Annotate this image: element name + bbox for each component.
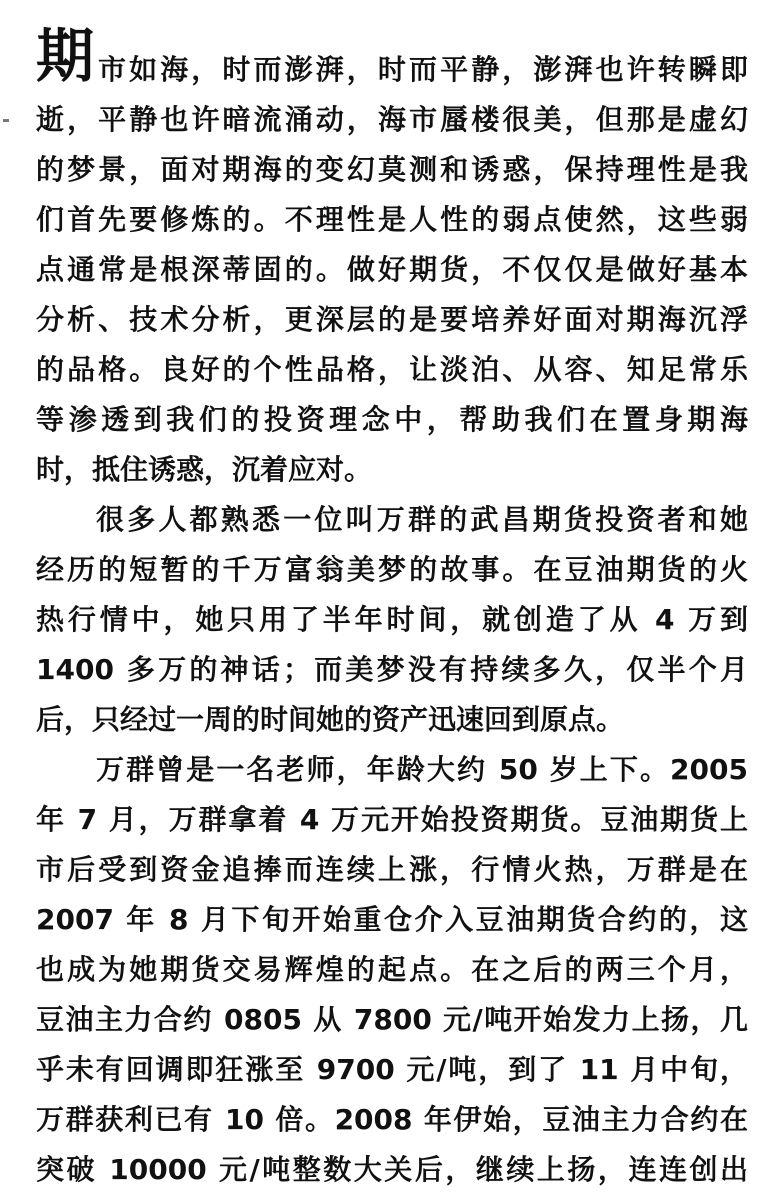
text-line: 突破 10000 元/吨整数大关后，继续上扬，连连创出 [36,1153,748,1186]
text-line: 分析、技术分析，更深层的是要培养好面对期海沉浮 [36,303,748,336]
text-line: 的梦景，面对期海的变幻莫测和诱惑，保持理性是我 [36,153,748,186]
margin-mark [3,119,9,122]
text-line: 豆油主力合约 0805 从 7800 元/吨开始发力上扬，几 [36,1003,748,1036]
text-line: 的品格。良好的个性品格，让淡泊、从容、知足常乐 [36,353,748,386]
text-line: 也成为她期货交易辉煌的起点。在之后的两三个月， [36,953,748,986]
text-line: 逝，平静也许暗流涌动，海市蜃楼很美，但那是虚幻 [36,103,748,136]
drop-cap: 期 [36,22,95,90]
text-line: 年 7 月，万群拿着 4 万元开始投资期货。豆油期货上 [36,803,748,836]
text-line: 乎未有回调即狂涨至 9700 元/吨，到了 11 月中旬， [36,1053,748,1086]
text-line: 后，只经过一周的时间她的资产迅速回到原点。 [36,703,625,736]
text-line: 点通常是根深蒂固的。做好期货，不仅仅是做好基本 [36,253,748,286]
text-line: 等渗透到我们的投资理念中，帮助我们在置身期海 [36,403,748,436]
text-line: 万群曾是一名老师，年龄大约 50 岁上下。2005 [96,753,748,786]
text-line: 时，抵住诱惑，沉着应对。 [36,453,373,486]
text-line: 市后受到资金追捧而连续上涨，行情火热，万群是在 [36,853,748,886]
text-line: 们首先要修炼的。不理性是人性的弱点使然，这些弱 [36,203,748,236]
text-line: 热行情中，她只用了半年时间，就创造了从 4 万到 [36,603,748,636]
text-line: 1400 多万的神话；而美梦没有持续多久，仅半个月 [36,653,748,686]
text-line: 市如海，时而澎湃，时而平静，澎湃也许转瞬即 [98,53,748,86]
text-line: 2007 年 8 月下旬开始重仓介入豆油期货合约的，这 [36,903,748,936]
text-line: 很多人都熟悉一位叫万群的武昌期货投资者和她 [96,503,748,536]
text-line: 万群获利已有 10 倍。2008 年伊始，豆油主力合约在 [36,1103,748,1136]
text-line: 经历的短暂的千万富翁美梦的故事。在豆油期货的火 [36,553,748,586]
